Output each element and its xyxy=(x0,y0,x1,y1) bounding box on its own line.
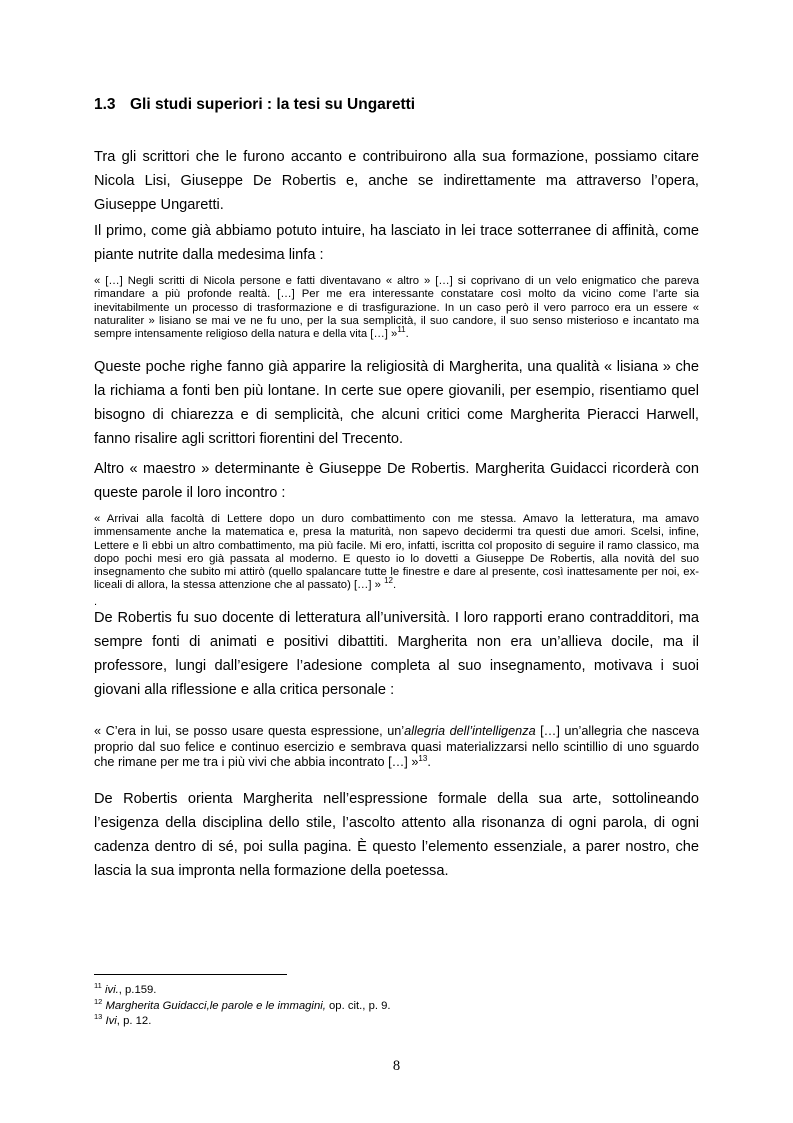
footnote-source: ivi. xyxy=(104,984,119,996)
footnote-number: 11 xyxy=(94,981,102,991)
section-title: Gli studi superiori : la tesi su Ungaretti xyxy=(130,96,416,113)
footnote-detail: , p. 12. xyxy=(116,1015,152,1027)
quote-lisi-text: « […] Negli scritti di Nicola persone e fatti diventavano « altro » […] si coprivano di un velo enigmatico che pareva rimandare a più profonde realtà. […] Per me era interessante constatare così molto da vicino come l’arte sia inevitabilmente un processo di trasformazione e di trasfigurazione. In un caso però il vero parroco era un essere « naturaliter » lisiano se mai ve ne fu uno, per la sua semplicità, il suo candore, il suo senso misterioso e incantato ma sempre intensamente religioso della natura e della vita […] » xyxy=(94,275,699,341)
paragraph-4: Altro « maestro » determinante è Giuseppe De Robertis. Margherita Guidacci ricorderà con queste parole il loro incontro : xyxy=(94,461,699,501)
paragraph-1: Tra gli scrittori che le furono accanto e contribuirono alla sua formazione, possiamo citare Nicola Lisi, Giuseppe De Robertis e, anche se indirettamente ma attraverso l’opera, Giuseppe Ungaretti. xyxy=(94,149,699,213)
paragraph-5: De Robertis fu suo docente di letteratura all’università. I loro rapporti erano contradditori, ma sempre fonti di animati e positivi dibattiti. Margherita non era un’allieva docile, ma il professore, lungi dall’esigere l’adesione completa al suo insegnamento, motivava i suoi giovani alla riflessione e alla critica personale : xyxy=(94,610,699,698)
footnote-detail: op. cit., p. 9. xyxy=(325,1000,391,1012)
stray-period: . xyxy=(94,596,98,608)
footnote-12 xyxy=(94,997,391,1013)
footnote-ref-13: 13 xyxy=(418,753,428,763)
footnote-detail: , p.159. xyxy=(118,984,157,996)
quote-lisi: « […] Negli scritti di Nicola persone e fatti diventavano « altro » […] si coprivano di un velo enigmatico che pareva rimandare a più profonde realtà. […] Per me era interessante constatare così molto da vicino come l’arte sia inevitabilmente un processo di trasformazione e di trasfigurazione. In un caso però il vero parroco era un essere « naturaliter » lisiano se mai ve ne fu uno, per la sua semplicità, il suo candore, il suo senso misterioso e incantato ma sempre intensamente religioso della natura e della vita […] »$^{11}$. xyxy=(94,275,699,341)
paragraph-6: De Robertis orienta Margherita nell’espressione formale della sua arte, sottolineando l’esigenza della disciplina dello stile, l’ascolto attento alla risonanza di ogni parola, di ogni cadenza dentro di sé, poi sulla pagina. È questo l’elemento essenziale, a parer nostro, che lascia la sua impronta nella formazione della poetessa. xyxy=(94,791,699,879)
footnote-source: Ivi xyxy=(105,1015,117,1027)
footnote-ref-12: 12 xyxy=(384,576,394,586)
section-number: 1.3 xyxy=(94,96,116,113)
section-heading xyxy=(94,96,415,114)
footnote-separator xyxy=(94,974,287,975)
footnote-number: 13 xyxy=(94,1012,103,1022)
footnote-11 xyxy=(94,981,157,997)
quote-derobertis: « C’era in lui, se posso usare questa espressione, un’allegria dell’intelligenza […] un’allegria che nasceva proprio dal suo felice e continuo esercizio e sembrava quasi materializzarsi nello scintillio di uno sguardo che rimane per me tra i più vivi che abbia incontrato […] »$^{13}$. xyxy=(94,724,700,769)
footnote-number: 12 xyxy=(94,997,103,1007)
footnote-13 xyxy=(94,1012,152,1028)
quote-derobertis-text-b: […] un’allegria che nasceva proprio dal suo felice e continuo esercizio e sembrava quasi materializzarsi nello scintillio di uno sguardo che rimane per me tra i più vivi che abbia incontrato […] » xyxy=(94,724,700,769)
footnote-ref-11: 11 xyxy=(397,325,406,335)
footnote-source: Margherita Guidacci,le parole e le immagini, xyxy=(105,1000,326,1012)
quote-derobertis-italic: allegria dell’intelligenza xyxy=(404,724,536,738)
paragraph-3: Queste poche righe fanno già apparire la religiosità di Margherita, una qualità « lisiana » che la richiama a fonti ben più lontane. In certe sue opere giovanili, per esempio, risentiamo quel bisogno di chiarezza e di semplicità, che alcuni critici come Margherita Pieracci Harwell, fanno risalire agli scrittori fiorentini del Trecento. xyxy=(94,359,699,447)
page-number: 8 xyxy=(392,1058,401,1074)
paragraph-2: Il primo, come già abbiamo potuto intuire, ha lasciato in lei trace sotterranee di affinità, come piante nutrite dalla medesima linfa : xyxy=(94,223,699,263)
quote-guidacci-text: « Arrivai alla facoltà di Lettere dopo un duro combattimento con me stessa. Amavo la letteratura, ma amavo immensamente anche la matematica e, presa la maturità, non sapevo decidermi tra questi due amori. Scelsi, infine, Lettere e lì ebbi un altro combattimento, ma più facile. Mi ero, infatti, iscritta col proposito di seguire il ramo classico, ma dopo pochi mesi ero già passata al moderno. E questo io lo dovetti a Giuseppe De Robertis, alla novità del suo insegnamento che subito mi attirò (quello spalancare tutte le finestre e dare al presente, così inattesamente per noi, ex-liceali di allora, la stessa attenzione che al passato) […] » xyxy=(94,513,699,592)
quote-guidacci: « Arrivai alla facoltà di Lettere dopo un duro combattimento con me stessa. Amavo la letteratura, ma amavo immensamente anche la matematica e, presa la maturità, non sapevo decidermi tra questi due amori. Scelsi, infine, Lettere e lì ebbi un altro combattimento, ma più facile. Mi ero, infatti, iscritta col proposito di seguire il ramo classico, ma dopo pochi mesi ero già passata al moderno. E questo io lo dovetti a Giuseppe De Robertis, alla novità del suo insegnamento che subito mi attirò (quello spalancare tutte le finestre e dare al presente, così inattesamente per noi, ex-liceali di allora, la stessa attenzione che al passato) […] » $^{12}$. xyxy=(94,513,699,592)
quote-derobertis-text-a: « C’era in lui, se posso usare questa espressione, un’ xyxy=(94,724,405,738)
